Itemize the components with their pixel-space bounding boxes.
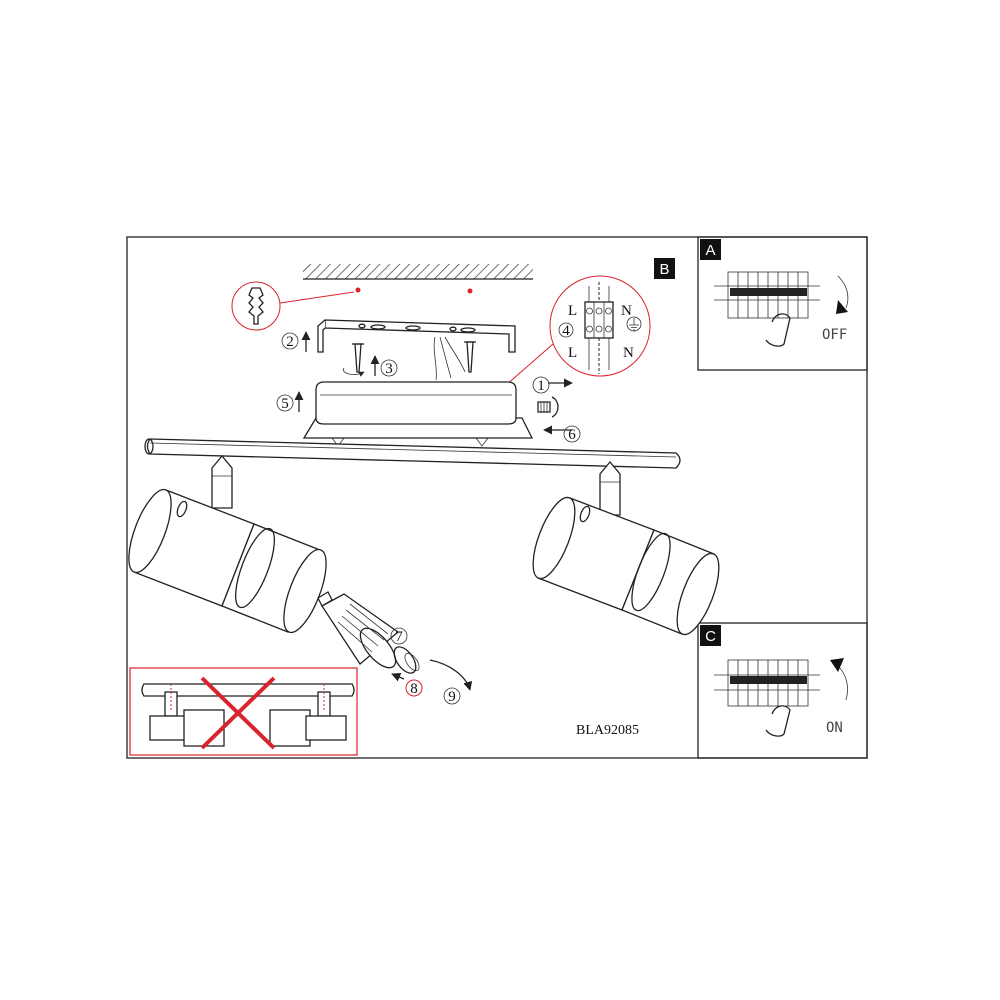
- terminal-neutral-top: N: [621, 303, 632, 319]
- step-5-marker: [277, 392, 299, 412]
- svg-text:2: 2: [286, 334, 294, 350]
- drill-hole-left: [356, 288, 361, 293]
- mounting-bracket: [318, 320, 515, 352]
- switch-on-label: ON: [826, 720, 843, 736]
- spotlight-left: [120, 456, 335, 637]
- gu10-bulb: [318, 592, 402, 673]
- canopy: [304, 382, 532, 446]
- panel-a-frame: [698, 237, 867, 370]
- terminal-live-bottom: L: [568, 345, 578, 361]
- screw-right: [464, 342, 476, 372]
- panel-a-tag: [700, 239, 721, 260]
- svg-text:6: 6: [568, 427, 576, 443]
- svg-text:3: 3: [385, 361, 393, 377]
- wrong-mounting-inset: [130, 668, 357, 755]
- lens-ring: [390, 643, 470, 690]
- svg-text:4: 4: [562, 323, 570, 339]
- drill-hole-right: [468, 289, 473, 294]
- supply-wires: [434, 337, 465, 380]
- svg-text:1: 1: [537, 378, 545, 394]
- step-4-marker: [559, 323, 573, 339]
- step-3-marker: [375, 356, 397, 377]
- terminal-live-top: L: [568, 303, 578, 319]
- screw-left: [343, 344, 364, 375]
- svg-text:8: 8: [410, 681, 418, 697]
- svg-text:C: C: [705, 628, 716, 645]
- svg-text:7: 7: [395, 629, 403, 645]
- panel-c-frame: [698, 623, 867, 758]
- panel-c-tag: [700, 625, 721, 646]
- svg-text:5: 5: [281, 396, 289, 412]
- switch-off-label: OFF: [822, 327, 848, 343]
- terminal-block-detail: [505, 276, 650, 386]
- svg-text:A: A: [705, 242, 716, 259]
- breaker-panel-off: [714, 272, 848, 346]
- step-2-marker: [282, 332, 306, 352]
- svg-text:B: B: [659, 261, 670, 278]
- step-6-marker: [564, 426, 580, 443]
- step-8-marker: [406, 680, 422, 697]
- step-1-marker: [533, 377, 549, 394]
- svg-text:9: 9: [448, 689, 456, 705]
- terminal-neutral-bottom: N: [623, 345, 634, 361]
- panel-b-tag: [654, 258, 675, 279]
- breaker-panel-on: [714, 658, 848, 736]
- model-number: BLA92085: [576, 723, 639, 738]
- spotlight-right: [525, 462, 728, 640]
- step-9-marker: [444, 688, 460, 705]
- earth-symbol-icon: [627, 317, 641, 331]
- ceiling-hatch: [303, 264, 533, 279]
